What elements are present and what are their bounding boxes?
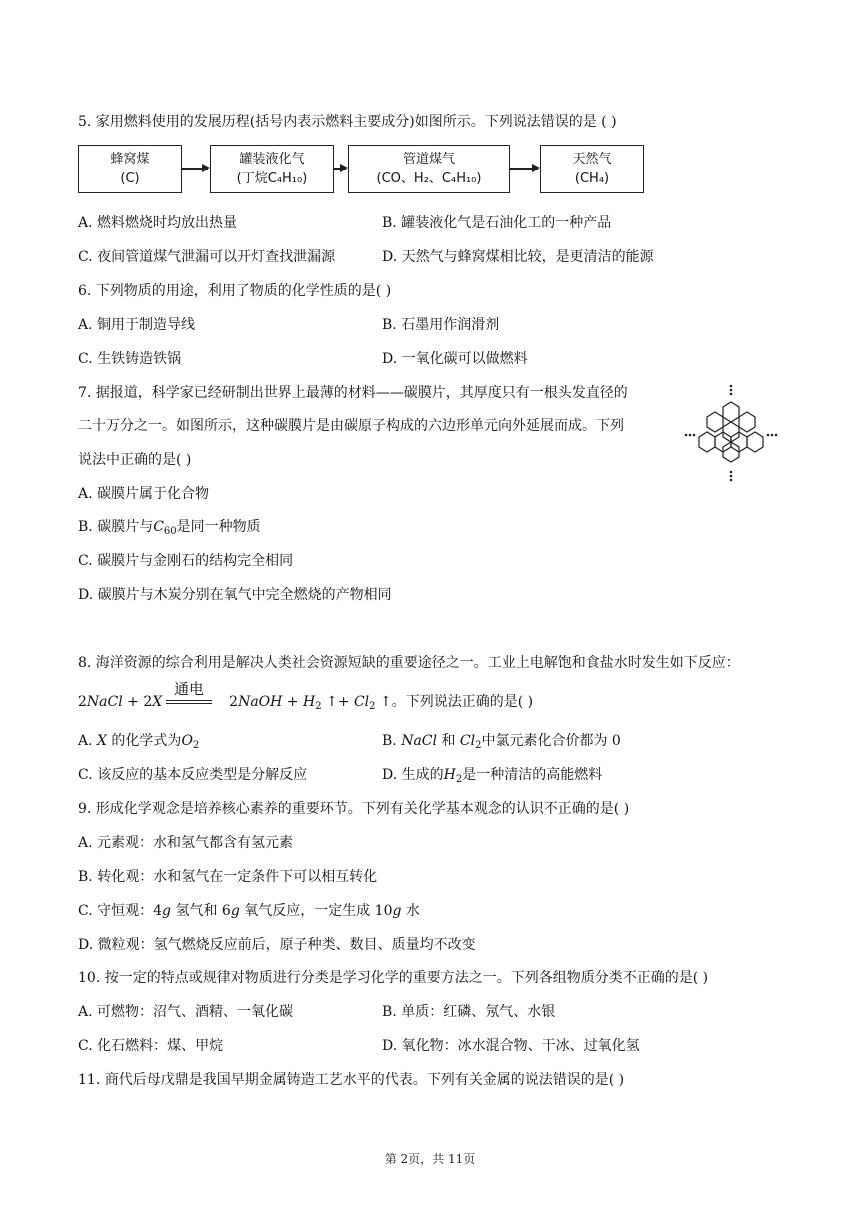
- option-text: 中氯元素化合价都为 0: [481, 733, 621, 749]
- q5-option-d[interactable]: D. 天然气与蜂窝煤相比较，是更清洁的能源: [382, 249, 654, 265]
- q8-stem: 8. 海洋资源的综合利用是解决人类社会资源短缺的重要途径之一。工业上电解饱和食盐水时发生如下反应：: [78, 655, 740, 671]
- q7-option-c[interactable]: C. 碳膜片与金刚石的结构完全相同: [78, 553, 294, 569]
- option-text: 和: [437, 733, 460, 749]
- condition-text: 通电: [173, 680, 204, 698]
- q8-option-d[interactable]: D. 生成的$H_2$是一种清洁的高能燃料: [382, 767, 603, 785]
- option-text: C. 守恒观：4: [78, 903, 163, 919]
- flow-formula: (C): [120, 171, 140, 186]
- q9-option-c[interactable]: C. 守恒观：4g 氢气和 6g 氧气反应，一定生成 10g 水: [78, 903, 420, 919]
- flow-box-3: [348, 145, 510, 193]
- option-text: 的化学式为: [106, 733, 182, 749]
- flow-box-2: [210, 145, 334, 193]
- page-footer: 第 2页，共 11页: [384, 1152, 476, 1166]
- flow-arrow: [510, 168, 538, 170]
- q9-option-b[interactable]: B. 转化观：水和氢气在一定条件下可以相互转化: [78, 869, 378, 885]
- hexagon: [707, 412, 723, 432]
- q6-option-a[interactable]: A. 铜用于制造导线: [78, 317, 196, 333]
- flow-name: 罐装液化气: [239, 152, 305, 167]
- hexagon: [747, 432, 763, 452]
- q5-option-c[interactable]: C. 夜间管道煤气泄漏可以开灯查找泄漏源: [78, 249, 336, 265]
- option-text: 氧气反应，一定生成 10: [239, 903, 393, 919]
- flow-name: 天然气: [572, 152, 612, 167]
- option-text: D. 生成的: [382, 767, 444, 783]
- graphene-hexagon-figure: [682, 380, 782, 486]
- q7-option-b[interactable]: B. 碳膜片与$C_{60}$是同一种物质: [78, 519, 261, 537]
- flow-arrow: [182, 168, 208, 170]
- flow-formula: (丁烷C₄H₁₀): [236, 171, 308, 186]
- q7-option-d[interactable]: D. 碳膜片与木炭分别在氧气中完全燃烧的产物相同: [78, 587, 392, 603]
- flow-box-4: [540, 145, 644, 193]
- hexagon: [699, 432, 715, 452]
- option-text: A.: [78, 733, 98, 749]
- q10-option-d[interactable]: D. 氧化物：冰水混合物、干冰、过氧化氢: [382, 1038, 640, 1054]
- q8-equation: 2NaCl + 2X 2NaOH + $H_2$ ↑+ $Cl_2$ ↑。下列说法正确的是( ): [78, 694, 534, 712]
- q7-stem-line-1: 7. 据报道，科学家已经研制出世界上最薄的材料——碳膜片，其厚度只有一根头发直径的: [78, 385, 628, 401]
- flow-box-1: [78, 145, 182, 193]
- option-text: 是同一种物质: [176, 519, 261, 535]
- q6-option-c[interactable]: C. 生铁铸造铁锅: [78, 351, 182, 367]
- q8-option-b[interactable]: B. NaCl 和 $Cl_2$中氯元素化合价都为 0: [382, 733, 621, 751]
- q6-stem: 6. 下列物质的用途，利用了物质的化学性质的是( ): [78, 283, 392, 299]
- q9-option-a[interactable]: A. 元素观：水和氢气都含有氢元素: [78, 835, 294, 851]
- q7-stem-line-3: 说法中正确的是( ): [78, 452, 192, 468]
- q5-option-b[interactable]: B. 罐装液化气是石油化工的一种产品: [382, 215, 612, 231]
- option-text: 氢气和 6: [171, 903, 231, 919]
- q5-option-a[interactable]: A. 燃料燃烧时均放出热量: [78, 215, 238, 231]
- q10-option-b[interactable]: B. 单质：红磷、氖气、水银: [382, 1004, 556, 1020]
- hexagon: [723, 402, 739, 422]
- hexagon: [739, 412, 755, 432]
- q10-option-c[interactable]: C. 化石燃料：煤、甲烷: [78, 1038, 224, 1054]
- flow-name: 管道煤气: [402, 152, 455, 167]
- flow-arrow: [334, 168, 346, 170]
- q9-option-d[interactable]: D. 微粒观：氢气燃烧反应前后，原子种类、数目、质量均不改变: [78, 937, 476, 953]
- q5-stem: 5. 家用燃料使用的发展历程(括号内表示燃料主要成分)如图所示。下列说法错误的是 ( ): [78, 114, 617, 130]
- flow-formula: (CO、H₂、C₄H₁₀): [376, 171, 482, 186]
- q8-option-c[interactable]: C. 该反应的基本反应类型是分解反应: [78, 767, 308, 783]
- option-text: B. 碳膜片与: [78, 519, 154, 535]
- q9-stem: 9. 形成化学观念是培养核心素养的重要环节。下列有关化学基本观念的认识不正确的是( ): [78, 801, 630, 817]
- q10-option-a[interactable]: A. 可燃物：沼气、酒精、一氧化碳: [78, 1004, 294, 1020]
- q7-stem-line-2: 二十万分之一。如图所示，这种碳膜片是由碳原子构成的六边形单元向外延展而成。下列: [78, 418, 624, 434]
- option-text: B.: [382, 733, 402, 749]
- q10-stem: 10. 按一定的特点或规律对物质进行分类是学习化学的重要方法之一。下列各组物质分类不正确的是( ): [78, 970, 709, 986]
- q6-option-d[interactable]: D. 一氧化碳可以做燃料: [382, 351, 528, 367]
- option-text: 是一种清洁的高能燃料: [462, 767, 603, 783]
- q8-option-a[interactable]: A. X 的化学式为$O_2$: [78, 733, 200, 751]
- q11-stem: 11. 商代后母戊鼎是我国早期金属铸造工艺水平的代表。下列有关金属的说法错误的是( ): [78, 1072, 625, 1088]
- flow-formula: (CH₄): [574, 171, 610, 186]
- q7-option-a[interactable]: A. 碳膜片属于化合物: [78, 486, 210, 502]
- q6-option-b[interactable]: B. 石墨用作润滑剂: [382, 317, 500, 333]
- reaction-condition: [166, 680, 212, 704]
- q8-stem-tail: 。下列说法正确的是( ): [391, 694, 534, 710]
- flow-name: 蜂窝煤: [110, 152, 150, 167]
- option-text: 水: [401, 903, 420, 919]
